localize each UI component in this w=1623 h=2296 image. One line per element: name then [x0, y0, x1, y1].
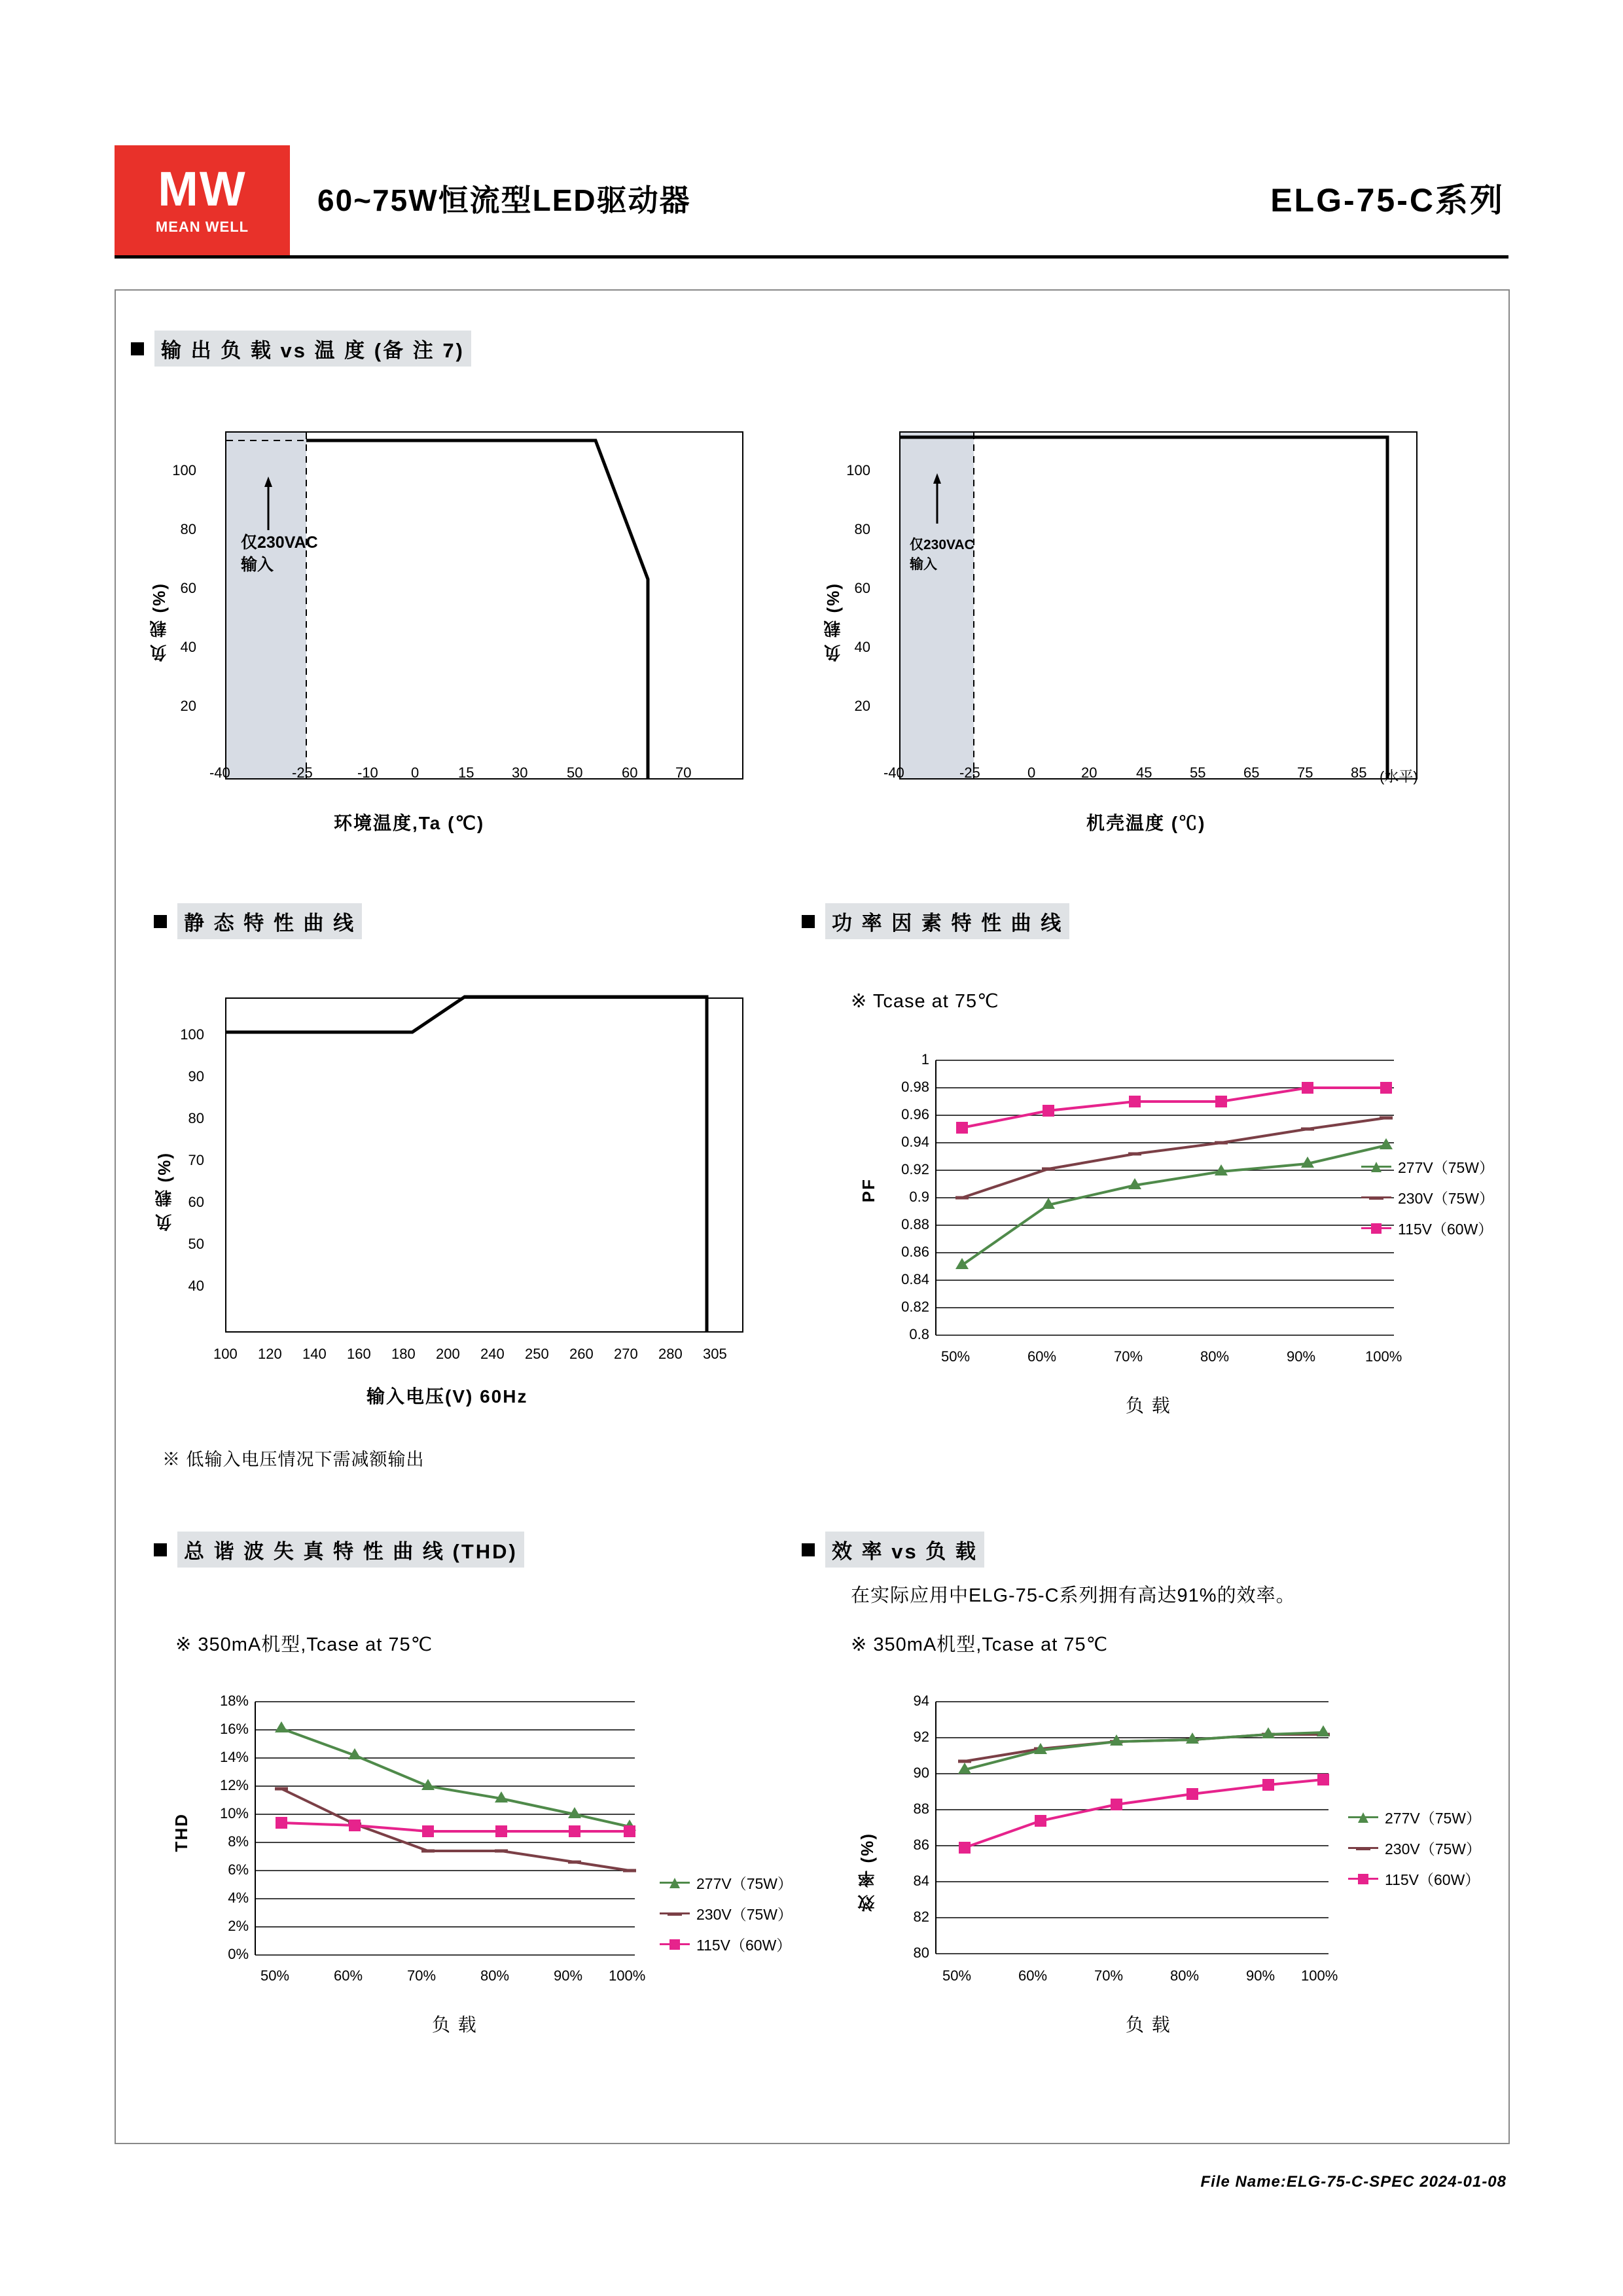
y-tick: 0.8 — [909, 1326, 929, 1342]
x-tick: 60% — [1018, 1967, 1048, 1984]
x-tick: 80% — [1170, 1967, 1200, 1984]
x-tick: -25 — [292, 764, 313, 781]
y-tick: 40 — [854, 639, 870, 655]
bullet-square-icon — [154, 915, 167, 928]
legend-label: 230V（75W） — [1385, 1840, 1482, 1857]
y-tick: 60 — [188, 1194, 204, 1210]
x-tick: 50% — [942, 1967, 972, 1984]
x-tick: 50% — [941, 1348, 971, 1365]
x-tick: 70% — [407, 1967, 437, 1984]
y-tick: 86 — [913, 1837, 929, 1853]
y-axis-label: 效 率 (%) — [857, 1833, 877, 1912]
x-tick: 90% — [1287, 1348, 1316, 1365]
legend-item — [1361, 1187, 1494, 1208]
legend-item — [1348, 1806, 1481, 1828]
y-tick: 80 — [188, 1110, 204, 1126]
x-tick: 90% — [554, 1967, 583, 1984]
y-tick: 8% — [228, 1833, 249, 1850]
x-tick: 50 — [567, 764, 583, 781]
y-tick: 100 — [172, 462, 196, 478]
y-tick: 82 — [913, 1909, 929, 1925]
legend-marker-115v — [1348, 1878, 1378, 1880]
x-tick: 75 — [1297, 764, 1313, 781]
efficiency-tcase-note: ※ 350mA机型,Tcase at 75℃ — [851, 1634, 1109, 1655]
y-axis-label: 负 载 (%) — [823, 583, 843, 662]
y-axis-label: 负 载 (%) — [149, 583, 169, 662]
y-tick: 80 — [854, 521, 870, 537]
y-tick: 80 — [180, 521, 196, 537]
x-tick: 260 — [569, 1346, 594, 1362]
y-axis-label: 负 载 (%) — [154, 1152, 174, 1231]
x-axis-label: 输入电压(V) 60Hz — [366, 1386, 528, 1407]
legend-item — [660, 1903, 793, 1924]
x-tick: 20 — [1081, 764, 1097, 781]
x-tick: 70 — [675, 764, 692, 781]
y-tick: 0.94 — [901, 1134, 929, 1150]
legend-marker-277v — [1348, 1816, 1378, 1818]
legend-marker-115v — [660, 1943, 690, 1945]
x-tick: -40 — [883, 764, 904, 781]
legend-label: 230V（75W） — [1398, 1190, 1495, 1207]
x-tick: 200 — [436, 1346, 460, 1362]
x-tick: 100% — [1365, 1348, 1402, 1365]
legend-item — [660, 1933, 793, 1955]
y-axis-label: PF — [859, 1178, 878, 1203]
y-tick: 0.88 — [901, 1216, 929, 1232]
x-tick: 85 — [1351, 764, 1367, 781]
x-axis-note: (水平) — [1380, 768, 1418, 785]
y-tick: 40 — [188, 1278, 204, 1294]
y-tick: 0.98 — [901, 1079, 929, 1095]
y-tick: 14% — [219, 1749, 249, 1765]
meanwell-logo — [115, 145, 290, 257]
legend-marker-277v — [1361, 1166, 1391, 1168]
y-tick: 70 — [188, 1152, 204, 1168]
y-tick: 12% — [219, 1777, 249, 1793]
y-tick: 0.86 — [901, 1244, 929, 1260]
x-tick: 180 — [391, 1346, 416, 1362]
section-title-efficiency — [802, 1532, 984, 1568]
y-tick: 4% — [228, 1890, 249, 1906]
x-tick: 90% — [1246, 1967, 1275, 1984]
bullet-square-icon — [802, 915, 815, 928]
x-tick: 100% — [1301, 1967, 1338, 1984]
y-tick: 88 — [913, 1801, 929, 1817]
x-tick: 70% — [1114, 1348, 1143, 1365]
x-tick: 70% — [1094, 1967, 1124, 1984]
y-tick: 2% — [228, 1918, 249, 1934]
x-tick: 140 — [302, 1346, 327, 1362]
model-title: ELG-75-C系列 — [1270, 182, 1505, 219]
x-tick: -25 — [959, 764, 980, 781]
legend-item — [1361, 1156, 1494, 1177]
legend-marker-230v — [1361, 1196, 1391, 1198]
x-tick: 100% — [609, 1967, 646, 1984]
vac-annotation: 仅230VAC 输入 — [241, 533, 318, 574]
legend-marker-277v — [660, 1882, 690, 1884]
section-title-pf — [802, 903, 1069, 939]
y-tick: 1 — [921, 1051, 929, 1067]
x-tick: 0 — [1027, 764, 1036, 781]
efficiency-text: 在实际应用中ELG-75-C系列拥有高达91%的效率。 — [851, 1585, 1296, 1606]
y-tick: 40 — [180, 639, 196, 655]
legend-thd — [660, 1872, 793, 1964]
legend-label: 115V（60W） — [696, 1937, 792, 1954]
x-tick: 280 — [658, 1346, 683, 1362]
bullet-square-icon — [154, 1543, 167, 1556]
x-axis-label: 负 载 — [1126, 2015, 1171, 2035]
y-tick: 94 — [913, 1693, 929, 1709]
y-tick: 18% — [219, 1693, 249, 1709]
legend-item — [660, 1872, 793, 1893]
x-tick: 45 — [1136, 764, 1152, 781]
x-axis-label: 负 载 — [432, 2015, 478, 2035]
y-tick: 10% — [219, 1805, 249, 1821]
header-divider — [115, 255, 1508, 259]
x-tick: 60% — [1027, 1348, 1057, 1365]
y-tick: 92 — [913, 1729, 929, 1745]
section-label: 功 率 因 素 特 性 曲 线 — [825, 903, 1069, 939]
x-tick: 15 — [458, 764, 474, 781]
y-tick: 100 — [846, 462, 870, 478]
legend-label: 277V（75W） — [1385, 1810, 1482, 1827]
legend-label: 277V（75W） — [1398, 1159, 1495, 1176]
y-tick: 0% — [228, 1946, 249, 1962]
section-label: 总 谐 波 失 真 特 性 曲 线 (THD) — [177, 1532, 524, 1568]
y-tick: 0.84 — [901, 1271, 929, 1287]
y-tick: 0.92 — [901, 1161, 929, 1177]
file-name-footer: File Name:ELG-75-C-SPEC 2024-01-08 — [1200, 2173, 1507, 2191]
bullet-square-icon — [802, 1543, 815, 1556]
x-tick: 60% — [334, 1967, 363, 1984]
legend-power-factor — [1361, 1156, 1494, 1248]
section-title-static — [154, 903, 362, 939]
x-tick: 0 — [411, 764, 419, 781]
legend-item — [1361, 1217, 1494, 1239]
x-tick: 100 — [213, 1346, 238, 1362]
y-tick: 84 — [913, 1873, 929, 1889]
pf-tcase-note: ※ Tcase at 75℃ — [851, 991, 999, 1012]
x-tick: 80% — [1200, 1348, 1230, 1365]
x-axis-label: 环境温度,Ta (℃) — [334, 813, 485, 833]
x-axis-label: 负 载 — [1126, 1395, 1171, 1416]
x-tick: 160 — [347, 1346, 371, 1362]
x-tick: 305 — [703, 1346, 727, 1362]
legend-label: 115V（60W） — [1398, 1221, 1493, 1238]
section-label: 输 出 负 载 vs 温 度 (备 注 7) — [154, 331, 471, 367]
y-tick: 90 — [188, 1068, 204, 1085]
x-tick: 50% — [260, 1967, 290, 1984]
y-tick: 80 — [913, 1945, 929, 1961]
legend-item — [1348, 1837, 1481, 1859]
y-tick: 20 — [854, 698, 870, 714]
legend-marker-115v — [1361, 1227, 1391, 1229]
x-tick: 55 — [1190, 764, 1206, 781]
x-tick: 270 — [614, 1346, 638, 1362]
y-tick: 60 — [854, 580, 870, 596]
x-tick: 30 — [512, 764, 528, 781]
y-tick: 90 — [913, 1765, 929, 1781]
y-tick: 60 — [180, 580, 196, 596]
section-label: 静 态 特 性 曲 线 — [177, 903, 362, 939]
y-tick: 50 — [188, 1236, 204, 1252]
bullet-square-icon — [131, 342, 144, 355]
x-tick: 80% — [480, 1967, 510, 1984]
low-input-note: ※ 低输入电压情况下需减额输出 — [162, 1450, 425, 1469]
y-axis-label: THD — [171, 1813, 191, 1852]
y-tick: 6% — [228, 1861, 249, 1878]
y-tick: 0.82 — [901, 1299, 929, 1315]
section-title-thd — [154, 1532, 524, 1568]
y-tick: 16% — [219, 1721, 249, 1737]
legend-label: 230V（75W） — [696, 1906, 793, 1923]
y-tick: 0.9 — [909, 1189, 929, 1205]
x-tick: -40 — [209, 764, 230, 781]
page-title: 60~75W恒流型LED驱动器 — [317, 183, 691, 217]
y-tick: 0.96 — [901, 1106, 929, 1122]
vac-annotation: 仅230VAC 输入 — [910, 537, 974, 572]
legend-label: 115V（60W） — [1385, 1871, 1480, 1888]
x-tick: 240 — [480, 1346, 505, 1362]
legend-efficiency — [1348, 1806, 1481, 1899]
legend-marker-230v — [660, 1912, 690, 1914]
x-tick: 60 — [622, 764, 638, 781]
x-tick: 65 — [1243, 764, 1260, 781]
y-tick: 20 — [180, 698, 196, 714]
legend-label: 277V（75W） — [696, 1875, 793, 1892]
section-label: 效 率 vs 负 载 — [825, 1532, 984, 1568]
logo-brand-text: MEAN WELL — [155, 219, 249, 235]
page-header — [115, 145, 1508, 257]
x-axis-label: 机壳温度 (℃) — [1086, 813, 1206, 833]
y-tick: 100 — [180, 1026, 204, 1043]
x-tick: 250 — [525, 1346, 549, 1362]
x-tick: -10 — [357, 764, 378, 781]
section-title-derating — [131, 331, 471, 367]
legend-item — [1348, 1868, 1481, 1890]
logo-mw-text: MW — [158, 162, 247, 216]
thd-tcase-note: ※ 350mA机型,Tcase at 75℃ — [175, 1634, 433, 1655]
x-tick: 120 — [258, 1346, 282, 1362]
legend-marker-230v — [1348, 1847, 1378, 1849]
